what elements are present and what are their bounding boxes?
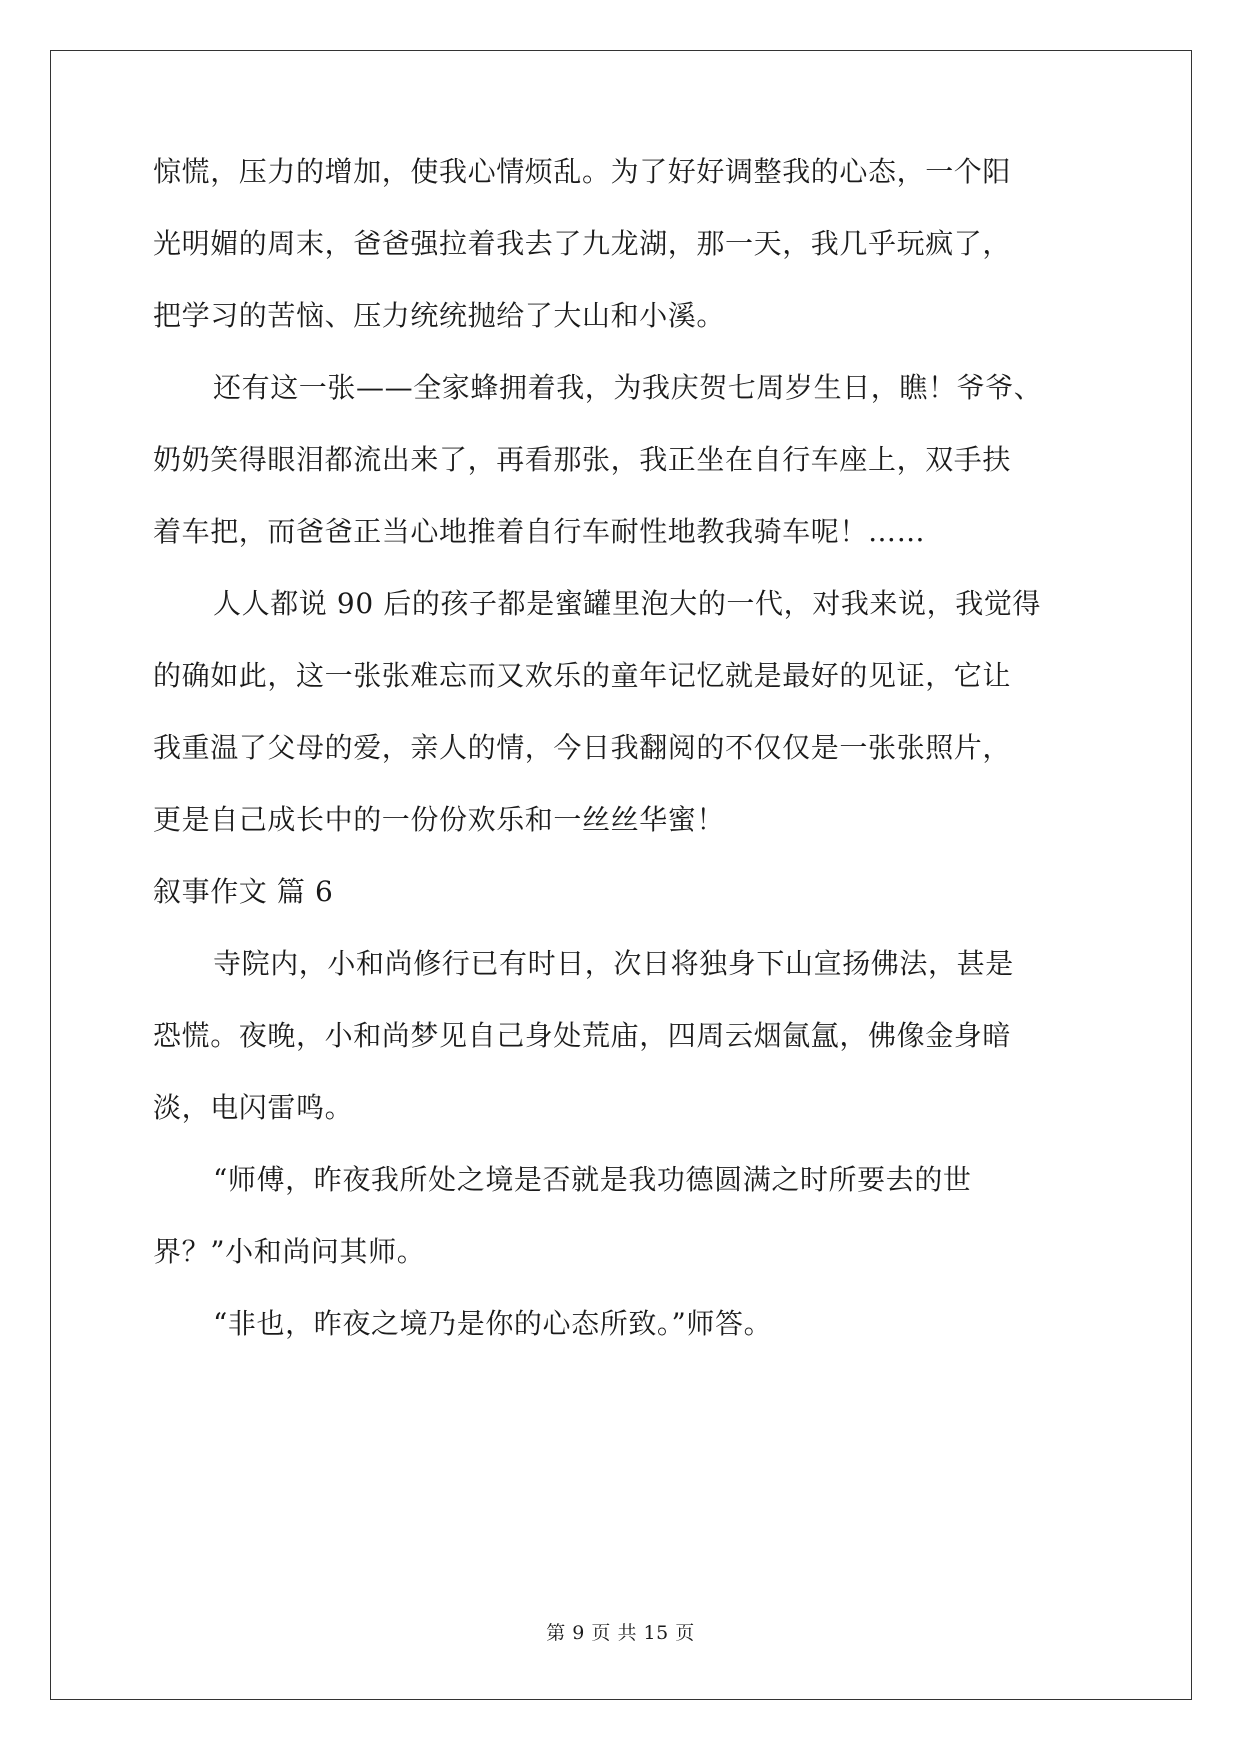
paragraph-5-line-2: 恐慌。夜晚，小和尚梦见自己身处荒庙，四周云烟氤氲，佛像金身暗	[153, 1019, 1012, 1052]
paragraph-6-line-2: 界？”小和尚问其师。	[153, 1235, 426, 1268]
paragraph-3-line-4: 更是自己成长中的一份份欢乐和一丝丝华蜜！	[153, 803, 726, 836]
paragraph-7-line-1: “非也，昨夜之境乃是你的心态所致。”师答。	[213, 1307, 773, 1340]
paragraph-1-line-2: 光明媚的周末，爸爸强拉着我去了九龙湖，那一天，我几乎玩疯了，	[153, 227, 1012, 260]
paragraph-5-line-3: 淡，电闪雷鸣。	[153, 1091, 354, 1124]
paragraph-3-line-2: 的确如此，这一张张难忘而又欢乐的童年记忆就是最好的见证，它让	[153, 659, 1012, 692]
paragraph-6-line-1: “师傅，昨夜我所处之境是否就是我功德圆满之时所要去的世	[213, 1163, 972, 1196]
paragraph-1-line-1: 惊慌，压力的增加，使我心情烦乱。为了好好调整我的心态，一个阳	[153, 155, 1012, 188]
page-footer: 第 9 页 共 15 页	[546, 1622, 695, 1644]
paragraph-2-line-3: 着车把，而爸爸正当心地推着自行车耐性地教我骑车呢！……	[153, 515, 926, 548]
paragraph-1-line-3: 把学习的苦恼、压力统统抛给了大山和小溪。	[153, 299, 726, 332]
paragraph-2-line-2: 奶奶笑得眼泪都流出来了，再看那张，我正坐在自行车座上，双手扶	[153, 443, 1012, 476]
paragraph-2-line-1: 还有这一张——全家蜂拥着我，为我庆贺七周岁生日，瞧！爷爷、	[213, 371, 1043, 404]
paragraph-5-line-1: 寺院内，小和尚修行已有时日，次日将独身下山宣扬佛法，甚是	[213, 947, 1014, 980]
paragraph-3-line-3: 我重温了父母的爱，亲人的情，今日我翻阅的不仅仅是一张张照片，	[153, 731, 1012, 764]
section-heading: 叙事作文 篇 6	[153, 875, 334, 908]
paragraph-3-line-1: 人人都说 90 后的孩子都是蜜罐里泡大的一代，对我来说，我觉得	[213, 587, 1042, 620]
